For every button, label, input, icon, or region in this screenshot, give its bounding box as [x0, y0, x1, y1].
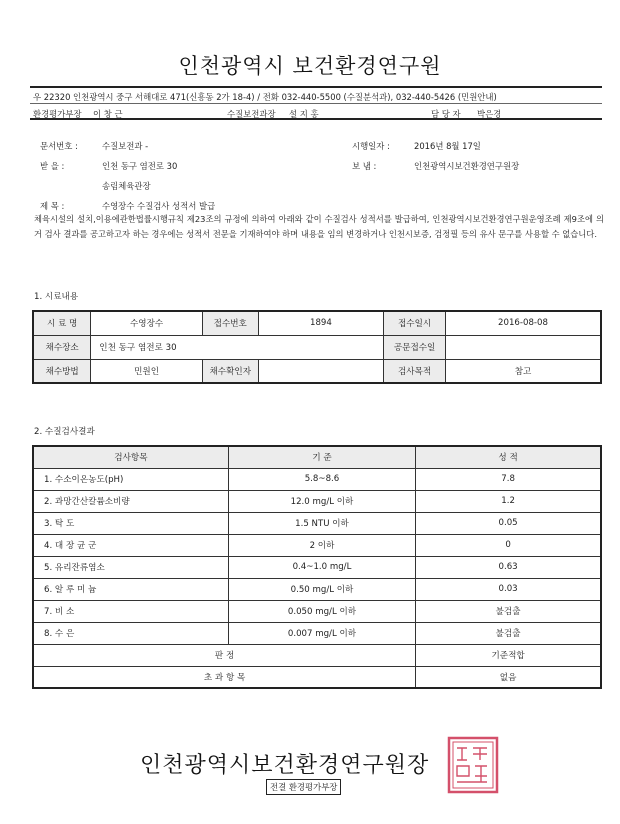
- result-item: 2. 과망간산칼륨소비량: [33, 490, 228, 512]
- result-item: 7. 비 소: [33, 600, 228, 622]
- doc-no-value: 수질보전과 -: [102, 141, 149, 151]
- exceed-value: 없음: [416, 666, 601, 688]
- result-item: 3. 탁 도: [33, 512, 228, 534]
- result-item: 4. 대 장 균 군: [33, 534, 228, 556]
- result-standard: 0.007 mg/L 이하: [228, 622, 415, 644]
- notice-date: [446, 335, 602, 359]
- result-row: [33, 490, 601, 512]
- result-row: [33, 534, 601, 556]
- result-row: [33, 512, 601, 534]
- address-line: 우 22320 인천광역시 중구 서해대로 471(신흥동 2가 18-4) / 전화 032-440-5500 (수질분석과), 032-440-5426 (민원안내): [33, 92, 497, 102]
- sender-label: 보 냄 :: [352, 161, 377, 171]
- judgement-label: 판 정: [33, 644, 416, 666]
- evaluator-label: 환경평가부장: [33, 109, 82, 119]
- result-row: [33, 622, 601, 644]
- results-table: [32, 445, 602, 689]
- result-value: 0.03: [416, 578, 601, 600]
- subject-value: 수영장수 수질검사 성적서 발급: [102, 201, 216, 211]
- result-standard: 0.050 mg/L 이하: [228, 600, 415, 622]
- delegation-note: 전결 환경평가부장: [266, 779, 341, 795]
- result-value: 불검출: [416, 600, 601, 622]
- result-value: 불검출: [416, 622, 601, 644]
- section-sample-title: 1. 시료내용: [34, 292, 79, 302]
- purpose-value: 참고: [446, 359, 602, 383]
- sample-name: 수영장수: [91, 311, 203, 335]
- subject-label: 제 목 :: [40, 201, 65, 211]
- recipient-label: 받 을 :: [40, 161, 65, 171]
- result-value: 7.8: [416, 468, 601, 490]
- place-value: 인천 동구 염전로 30: [91, 335, 384, 359]
- method-label: 채수방법: [33, 359, 91, 383]
- result-row: [33, 600, 601, 622]
- result-value: 0.05: [416, 512, 601, 534]
- sample-name-label: 시 료 명: [33, 311, 91, 335]
- result-row: [33, 468, 601, 490]
- address-box: [30, 86, 602, 120]
- result-value: 1.2: [416, 490, 601, 512]
- exceed-label: 초 과 항 목: [33, 666, 416, 688]
- document-title: 인천광역시 보건환경연구원: [178, 54, 442, 78]
- header-item: 검사항목: [33, 446, 228, 468]
- method-value: 민원인: [91, 359, 203, 383]
- result-value: 0: [416, 534, 601, 556]
- receipt-date-label: 접수일시: [384, 311, 446, 335]
- result-standard: 12.0 mg/L 이하: [228, 490, 415, 512]
- result-standard: 0.4~1.0 mg/L: [228, 556, 415, 578]
- result-standard: 5.8~8.6: [228, 468, 415, 490]
- header-result: 성 적: [416, 446, 601, 468]
- evaluator-name: 이 창 근: [93, 109, 123, 119]
- sender-value: 인천광역시보건환경연구원장: [414, 161, 520, 171]
- place-label: 채수장소: [33, 335, 91, 359]
- contact-label: 담 당 자: [431, 109, 461, 119]
- receipt-no: 1894: [258, 311, 384, 335]
- manager-name: 설 지 홍: [289, 109, 319, 119]
- header-standard: 기 준: [228, 446, 415, 468]
- date-label: 시행일자 :: [352, 141, 390, 151]
- result-value: 0.63: [416, 556, 601, 578]
- result-row: [33, 556, 601, 578]
- receipt-date: 2016-08-08: [446, 311, 602, 335]
- issuer-name: 인천광역시보건환경연구원장: [140, 753, 430, 778]
- result-item: 8. 수 은: [33, 622, 228, 644]
- result-item: 1. 수소이온농도(pH): [33, 468, 228, 490]
- confirmer-label: 채수확인자: [202, 359, 258, 383]
- sample-info-table: [32, 310, 602, 384]
- result-standard: 1.5 NTU 이하: [228, 512, 415, 534]
- result-standard: 2 이하: [228, 534, 415, 556]
- confirmer-value: [258, 359, 384, 383]
- result-standard: 0.50 mg/L 이하: [228, 578, 415, 600]
- section-results-title: 2. 수질검사결과: [34, 427, 95, 437]
- notice-date-label: 공문접수일: [384, 335, 446, 359]
- receipt-no-label: 접수번호: [202, 311, 258, 335]
- manager-label: 수질보전과장: [227, 109, 276, 119]
- doc-no-label: 문서번호 :: [40, 141, 78, 151]
- notice-body-text: 체육시설의 설치,이용에관한법률시행규칙 제23조의 규정에 의하여 아래와 같이 수질검사 성적서를 발급하여, 인천광역시보건환경연구원운영조례 제9조에 의거 검사 결과를 공고하고자 하는 경우에는 성적서 전문을 기재하여야 하며 내용을 임의 변경하거나 인천시보증, 검정필 등의 유사 문구를 사용할 수 없습니다.: [34, 214, 604, 239]
- contact-name: 박은경: [477, 109, 502, 119]
- recipient-value-2: 송림체육관장: [102, 181, 151, 191]
- judgement-value: 기준적합: [416, 644, 601, 666]
- recipient-value: 인천 동구 염전로 30: [102, 161, 178, 171]
- result-item: 6. 알 루 미 늄: [33, 578, 228, 600]
- purpose-label: 검사목적: [384, 359, 446, 383]
- result-item: 5. 유리잔류염소: [33, 556, 228, 578]
- date-value: 2016년 8월 17일: [414, 141, 481, 151]
- result-row: [33, 578, 601, 600]
- official-seal-stamp: [447, 736, 499, 794]
- address-divider: [30, 103, 602, 104]
